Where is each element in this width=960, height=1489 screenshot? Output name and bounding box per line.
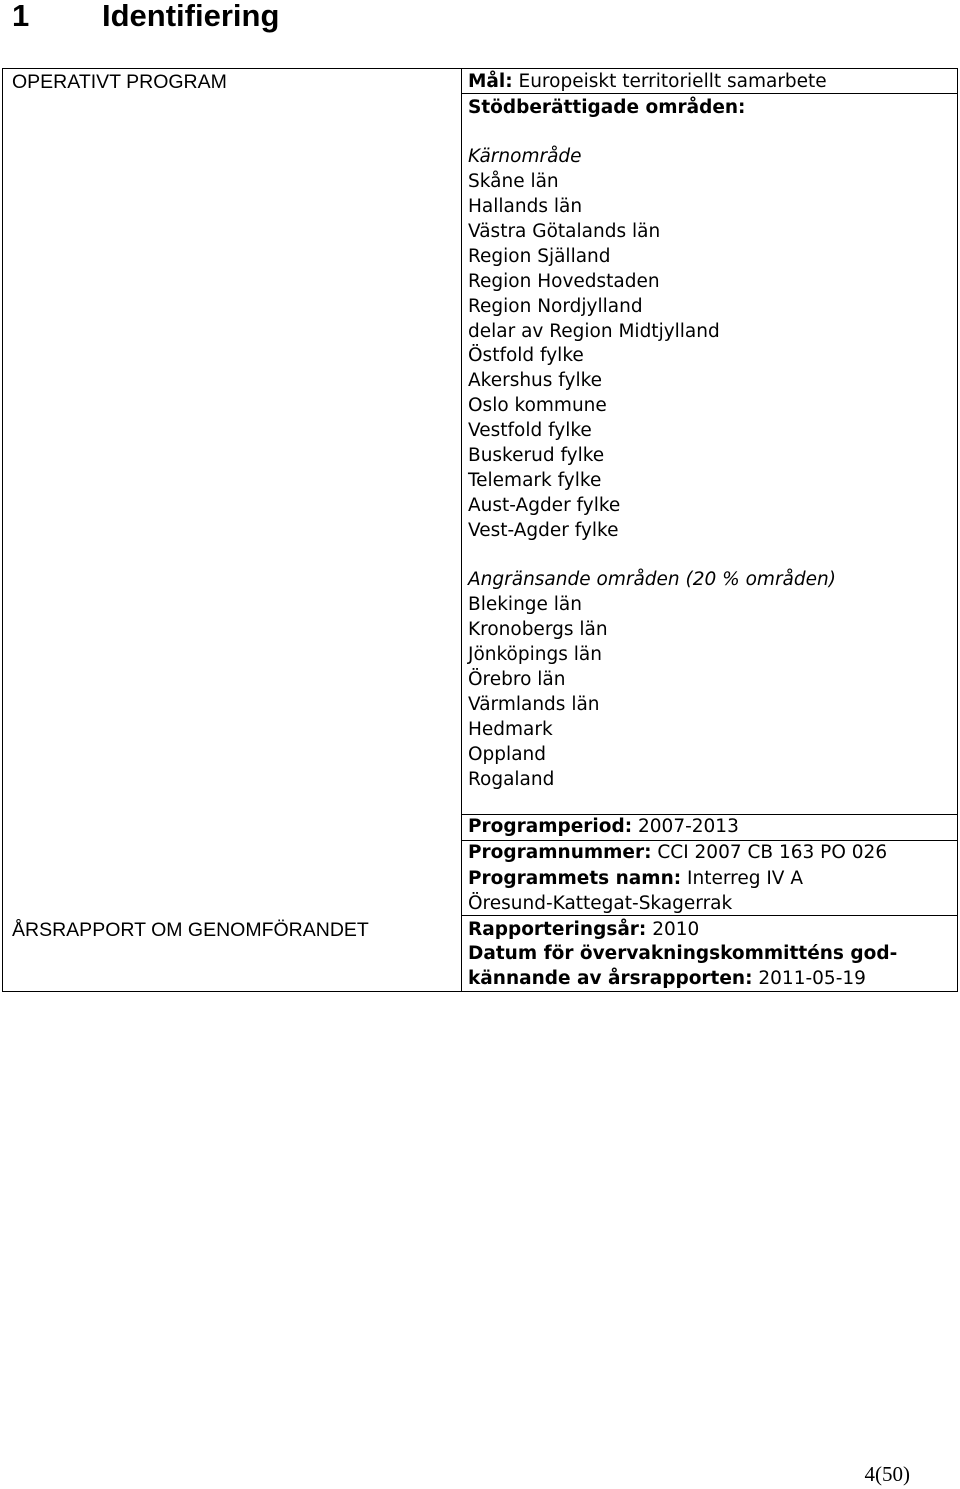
adjacent-area-item: Oppland <box>468 743 546 765</box>
section-heading <box>12 0 279 36</box>
adjacent-area-item: Blekinge län <box>468 594 582 616</box>
core-area-item: Oslo kommune <box>468 395 607 417</box>
approval-date-label: Datum för övervakningskommitténs god- <box>468 943 898 965</box>
program-name-value-continued: Öresund-Kattegat-Skagerrak <box>468 892 733 914</box>
program-name-row <box>468 867 952 917</box>
adjacent-area-item: Kronobergs län <box>468 619 608 641</box>
program-number-value: CCI 2007 CB 163 PO 026 <box>651 842 888 863</box>
program-name-value: Interreg IV A <box>681 868 803 889</box>
adjacent-area-item: Rogaland <box>468 768 555 790</box>
adjacent-area-title: Angränsande områden (20 % områden) <box>468 569 836 591</box>
section-title: Identifiering <box>102 0 280 33</box>
core-area-item: delar av Region Midtjylland <box>468 320 720 342</box>
core-area-item: Aust-Agder fylke <box>468 494 621 516</box>
core-area-item: Vestfold fylke <box>468 420 592 442</box>
core-area-item: Region Själland <box>468 245 611 267</box>
adjacent-area-item: Hedmark <box>468 718 553 740</box>
adjacent-area-item: Jönköpings län <box>468 644 602 666</box>
eligible-areas-label: Stödberättigade områden: <box>468 96 746 118</box>
core-area-item: Vest-Agder fylke <box>468 519 619 541</box>
program-number-label: Programnummer: <box>468 842 652 863</box>
eligible-areas-cell <box>468 96 952 793</box>
program-period-value: 2007-2013 <box>632 816 739 837</box>
core-area-item: Region Hovedstaden <box>468 270 660 292</box>
core-area-item: Hallands län <box>468 196 583 218</box>
adjacent-area-item: Örebro län <box>468 668 566 690</box>
goal-label: Mål: <box>468 71 513 92</box>
approval-date-label-continued: kännande av årsrapporten: <box>468 968 753 990</box>
core-area-item: Region Nordjylland <box>468 295 643 317</box>
goal-value: Europeiskt territoriellt samarbete <box>512 71 827 92</box>
core-area-item: Telemark fylke <box>468 469 602 491</box>
core-area-title: Kärnområde <box>468 146 582 168</box>
program-period-row <box>468 815 952 840</box>
program-period-label: Programperiod: <box>468 816 633 837</box>
adjacent-area-item: Värmlands län <box>468 693 600 715</box>
core-area-item: Buskerud fylke <box>468 444 605 466</box>
program-number-row <box>468 841 952 866</box>
program-name-label: Programmets namn: <box>468 868 682 889</box>
approval-date-value: 2011-05-19 <box>752 968 866 990</box>
goal-row <box>468 70 952 95</box>
page-number: 4(50) <box>864 1462 910 1486</box>
core-area-item: Skåne län <box>468 171 559 193</box>
operativt-program-label: OPERATIVT PROGRAM <box>12 71 227 93</box>
arsrapport-label: ÅRSRAPPORT OM GENOMFÖRANDET <box>12 919 369 941</box>
report-year-value: 2010 <box>646 918 700 940</box>
column-divider <box>461 69 462 991</box>
core-area-item: Östfold fylke <box>468 345 584 367</box>
report-cell <box>468 918 952 993</box>
core-area-item: Västra Götalands län <box>468 220 661 242</box>
report-year-label: Rapporteringsår: <box>468 918 647 940</box>
section-number: 1 <box>12 0 30 33</box>
core-area-item: Akershus fylke <box>468 370 603 392</box>
